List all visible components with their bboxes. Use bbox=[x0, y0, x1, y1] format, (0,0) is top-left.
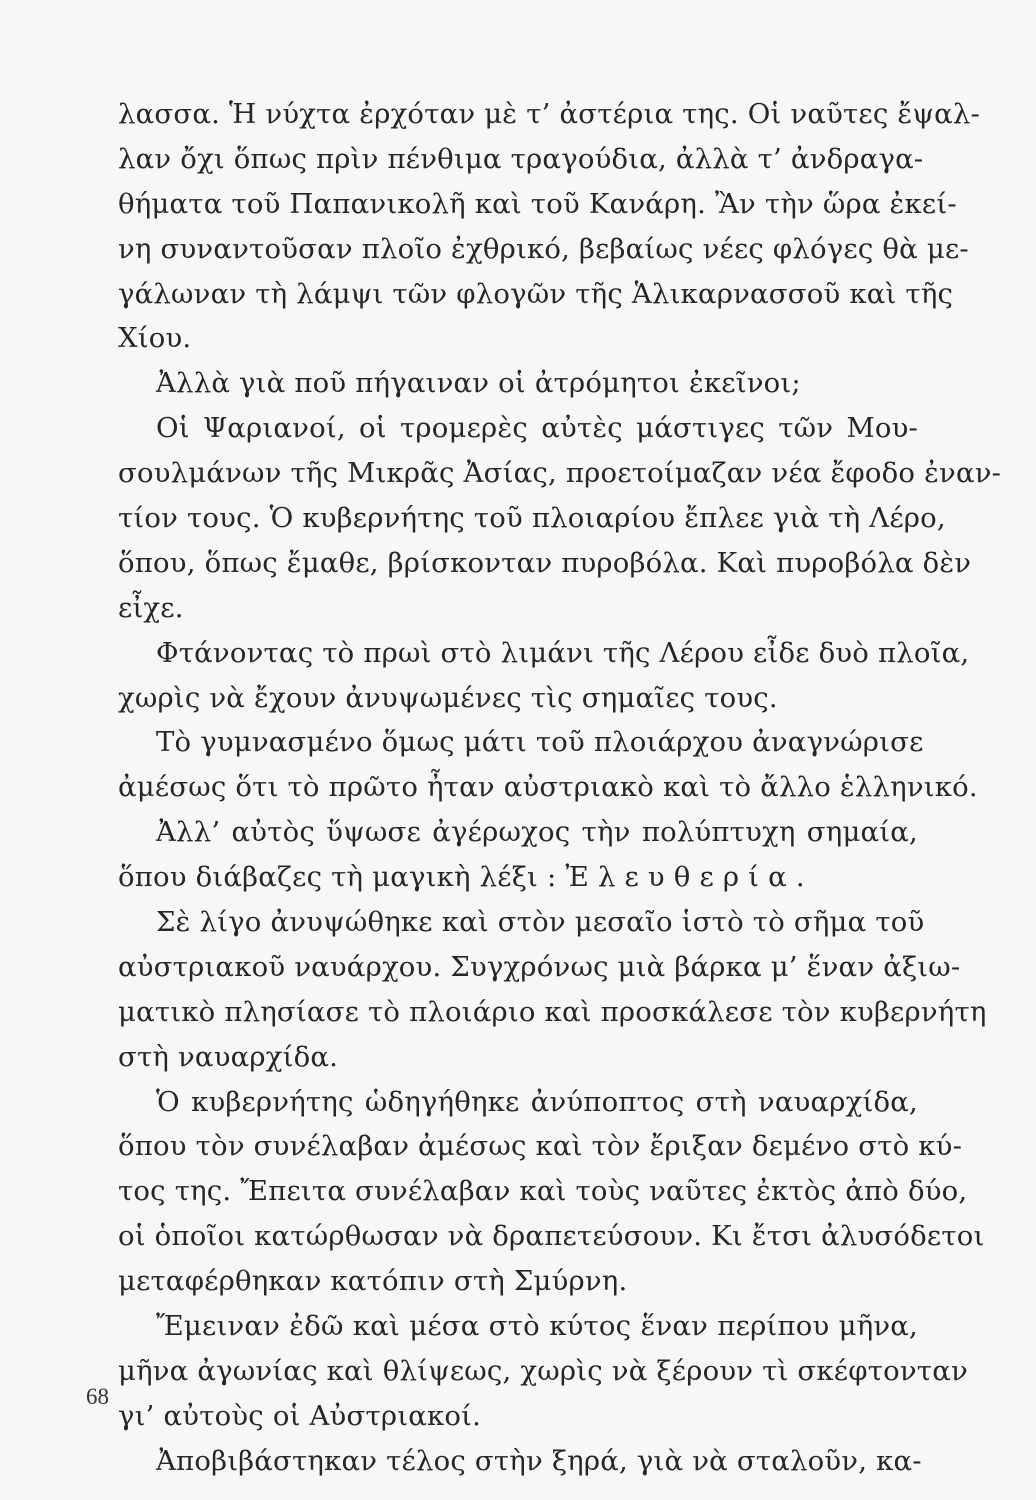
text-line: ματικὸ πλησίασε τὸ πλοιάριο καὶ προσκάλεσε τὸν κυβερνήτη bbox=[118, 995, 987, 1028]
text-line: τίον τους. Ὁ κυβερνήτης τοῦ πλοιαρίου ἔπλεε γιὰ τὴ Λέρο, bbox=[118, 502, 946, 535]
text-line: Ἀποβιβάστηκαν τέλος στὴν ξηρά, γιὰ νὰ σταλοῦν, κα- bbox=[156, 1444, 922, 1477]
page-number: 68 bbox=[86, 1384, 109, 1409]
text-line: ὅπου διάβαζες τὴ μαγικὴ λέξι : Ἐ λ ε υ θ ε ρ ί α . bbox=[118, 861, 805, 894]
text-line: θήματα τοῦ Παπανικολῆ καὶ τοῦ Κανάρη. Ἂν τὴν ὥρα ἐκεί- bbox=[118, 187, 957, 220]
body-text bbox=[118, 92, 1002, 1484]
text-line: γι’ αὐτοὺς οἱ Αὐστριακοί. bbox=[118, 1399, 482, 1432]
text-line: μῆνα ἀγωνίας καὶ θλίψεως, χωρὶς νὰ ξέρουν τὶ σκέφτονταν bbox=[118, 1354, 968, 1387]
text-line: τος της. Ἔπειτα συνέλαβαν καὶ τοὺς ναῦτες ἐκτὸς ἀπὸ δύο, bbox=[118, 1175, 968, 1208]
text-line: ὅπου τὸν συνέλαβαν ἀμέσως καὶ τὸν ἔριξαν δεμένο στὸ κύ- bbox=[118, 1130, 963, 1163]
text-line: οἱ ὁποῖοι κατώρθωσαν νὰ δραπετεύσουν. Κι ἔτσι ἀλυσόδετοι bbox=[118, 1220, 985, 1253]
text-line: λασσα. Ἡ νύχτα ἐρχόταν μὲ τ’ ἀστέρια της. Οἱ ναῦτες ἔψαλ- bbox=[118, 98, 981, 130]
text-line: Τὸ γυμνασμένο ὅμως μάτι τοῦ πλοιάρχου ἀναγνώρισε bbox=[156, 726, 924, 759]
text-line: σουλμάνων τῆς Μικρᾶς Ἀσίας, προετοίμαζαν νέα ἔφοδο ἐναν- bbox=[118, 457, 1002, 490]
text-line: Χίου. bbox=[118, 322, 192, 355]
text-line: γάλωναν τὴ λάμψι τῶν φλογῶν τῆς Ἁλικαρνασσοῦ καὶ τῆς bbox=[118, 277, 954, 310]
text-line: Σὲ λίγο ἀνυψώθηκε καὶ στὸν μεσαῖο ἱστὸ τὸ σῆμα τοῦ bbox=[156, 906, 925, 939]
text-line: μεταφέρθηκαν κατόπιν στὴ Σμύρνη. bbox=[118, 1265, 628, 1298]
text-line: λαν ὄχι ὅπως πρὶν πένθιμα τραγούδια, ἀλλὰ τ’ ἀνδραγα- bbox=[118, 142, 924, 175]
text-line: αὐστριακοῦ ναυάρχου. Συγχρόνως μιὰ βάρκα μ’ ἕναν ἀξιω- bbox=[118, 950, 961, 983]
text-line: Ἔμειναν ἐδῶ καὶ μέσα στὸ κύτος ἕναν περίπου μῆνα, bbox=[156, 1310, 918, 1343]
text-line: Ἀλλ’ αὐτὸς ὕψωσε ἀγέρωχος τὴν πολύπτυχη σημαία, bbox=[156, 816, 918, 849]
text-line: Οἱ Ψαριανοί, οἱ τρομερὲς αὐτὲς μάστιγες τῶν Μου- bbox=[156, 412, 918, 445]
text-line: Ἀλλὰ γιὰ ποῦ πήγαιναν οἱ ἀτρόμητοι ἐκεῖνοι; bbox=[156, 367, 801, 400]
text-line: Ὁ κυβερνήτης ὡδηγήθηκε ἀνύποπτος στὴ ναυαρχίδα, bbox=[156, 1085, 918, 1118]
text-line: ἀμέσως ὅτι τὸ πρῶτο ἦταν αὐστριακὸ καὶ τὸ ἄλλο ἑλληνικό. bbox=[118, 771, 978, 804]
text-line: εἶχε. bbox=[118, 591, 184, 624]
text-line: νη συναντοῦσαν πλοῖο ἐχθρικό, βεβαίως νέες φλόγες θὰ με- bbox=[118, 232, 969, 265]
text-line: ὅπου, ὅπως ἔμαθε, βρίσκονταν πυροβόλα. Καὶ πυροβόλα δὲν bbox=[118, 546, 972, 579]
text-line: χωρὶς νὰ ἔχουν ἀνυψωμένες τὶς σημαῖες τους. bbox=[118, 681, 778, 714]
text-line: στὴ ναυαρχίδα. bbox=[118, 1040, 339, 1073]
text-line: Φτάνοντας τὸ πρωὶ στὸ λιμάνι τῆς Λέρου εἶδε δυὸ πλοῖα, bbox=[156, 636, 970, 669]
